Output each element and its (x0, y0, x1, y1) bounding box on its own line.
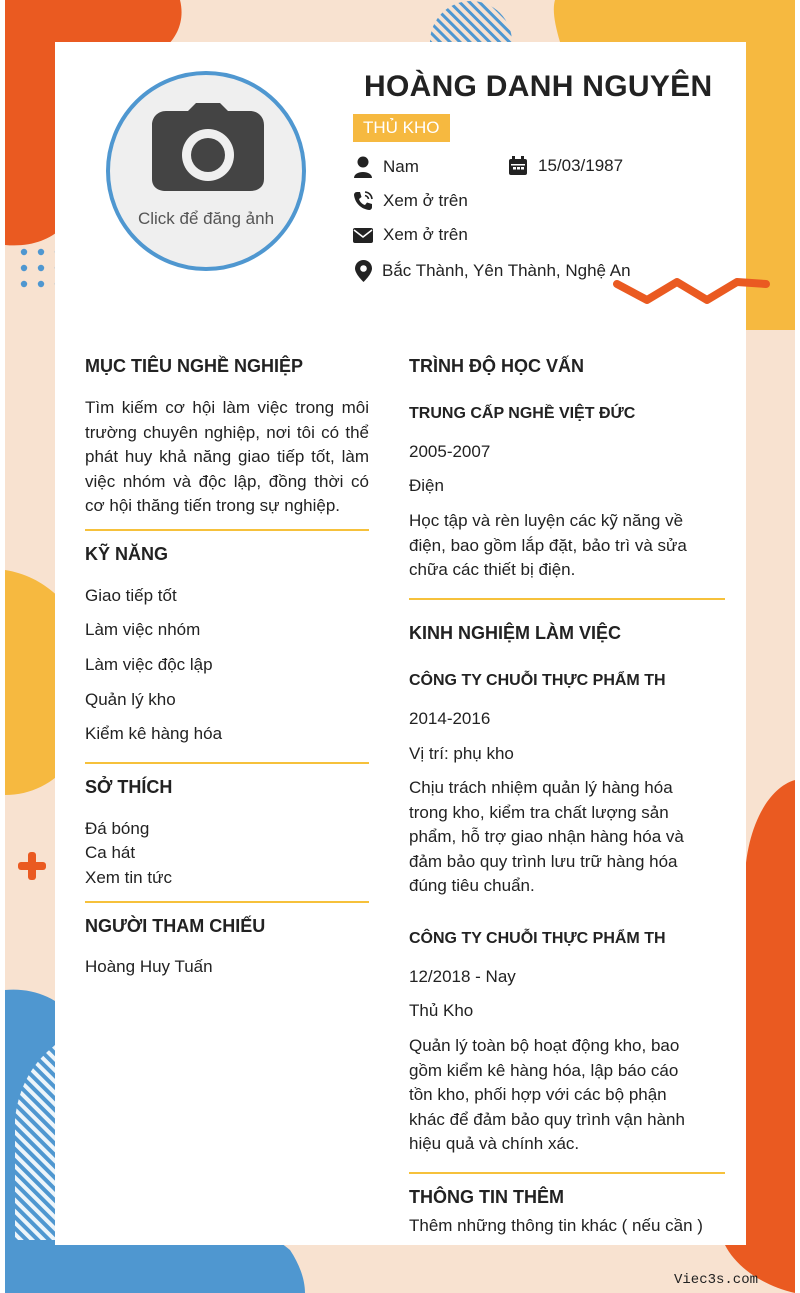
reference-name: Hoàng Huy Tuấn (85, 957, 213, 976)
job-period: 2014-2016 (409, 709, 491, 728)
candidate-name: HOÀNG DANH NGUYÊN (364, 70, 713, 103)
skill-item: Làm việc nhóm (85, 620, 201, 639)
objective-text: Tìm kiếm cơ hội làm việc trong môi trường chuyên nghiệp, nơi tôi có thể phát huy khả năng giao tiếp tốt, làm việc nhóm và độc lập, đồng thời có cơ hội thăng tiến trong sự nghiệp. (85, 398, 369, 515)
gender-value: Nam (383, 157, 419, 176)
phone-row (353, 191, 468, 211)
job-position: Thủ Kho (409, 1001, 474, 1020)
gender-row (353, 156, 419, 178)
camera-icon (152, 103, 264, 191)
divider (85, 529, 369, 531)
birthdate-row (508, 156, 623, 176)
skill-item: Quản lý kho (85, 690, 176, 709)
additional-text: Thêm những thông tin khác ( nếu cần ) (409, 1216, 703, 1235)
calendar-icon (508, 156, 528, 176)
photo-label: Click để đăng ảnh (137, 209, 275, 228)
divider (409, 598, 725, 600)
skill-item: Giao tiếp tốt (85, 586, 177, 605)
email-row (353, 225, 468, 245)
zigzag-decoration (612, 276, 772, 308)
email-value: Xem ở trên (383, 225, 468, 244)
hobby-item: Đá bóng (85, 819, 150, 838)
envelope-icon (353, 227, 373, 244)
objective-title: MỤC TIÊU NGHỀ NGHIỆP (85, 356, 304, 376)
phone-value: Xem ở trên (383, 191, 468, 210)
job-company: CÔNG TY CHUỖI THỰC PHẨM TH (409, 930, 666, 947)
additional-title: THÔNG TIN THÊM (409, 1187, 564, 1207)
references-title: NGƯỜI THAM CHIẾU (85, 916, 266, 936)
divider (85, 901, 369, 903)
education-school: TRUNG CẤP NGHỀ VIỆT ĐỨC (409, 405, 636, 422)
divider (85, 762, 369, 764)
skill-item: Làm việc độc lập (85, 655, 213, 674)
hobbies-title: SỞ THÍCH (85, 777, 173, 797)
skills-title: KỸ NĂNG (85, 544, 169, 564)
education-title: TRÌNH ĐỘ HỌC VẤN (409, 356, 584, 376)
map-pin-icon (355, 260, 372, 282)
experience-title: KINH NGHIỆM LÀM VIỆC (409, 623, 622, 643)
user-icon (353, 156, 373, 178)
divider (409, 1172, 725, 1174)
skill-item: Kiểm kê hàng hóa (85, 724, 223, 743)
job-company: CÔNG TY CHUỖI THỰC PHẨM TH (409, 672, 666, 689)
address-row (355, 260, 631, 282)
job-position: Vị trí: phụ kho (409, 744, 514, 763)
hobby-item: Xem tin tức (85, 868, 172, 887)
job-description: Quản lý toàn bộ hoạt động kho, bao gồm kiểm kê hàng hóa, lập báo cáo tồn kho, phối hợp với các bộ phận khác để đảm bảo quy trình vận hành hiệu quả và chính xác. (409, 1036, 685, 1153)
job-description: Chịu trách nhiệm quản lý hàng hóa trong kho, kiểm tra chất lượng sản phẩm, hỗ trợ giao nhận hàng hóa và đảm bảo quy trình lưu trữ hàng hóa đúng tiêu chuẩn. (409, 778, 684, 895)
job-period: 12/2018 - Nay (409, 967, 516, 986)
phone-icon (353, 191, 373, 211)
education-period: 2005-2007 (409, 442, 491, 461)
job-title-badge: THỦ KHO (353, 114, 450, 142)
avatar-upload[interactable] (106, 71, 306, 271)
hobby-item: Ca hát (85, 843, 136, 862)
education-major: Điện (409, 476, 444, 495)
watermark: Viec3s.com (674, 1272, 759, 1288)
birthdate-value: 15/03/1987 (538, 156, 624, 175)
address-value: Bắc Thành, Yên Thành, Nghệ An (382, 261, 631, 280)
education-description: Học tập và rèn luyện các kỹ năng về điện, bao gồm lắp đặt, bảo trì và sửa chữa các thiết bị điện. (409, 511, 687, 579)
